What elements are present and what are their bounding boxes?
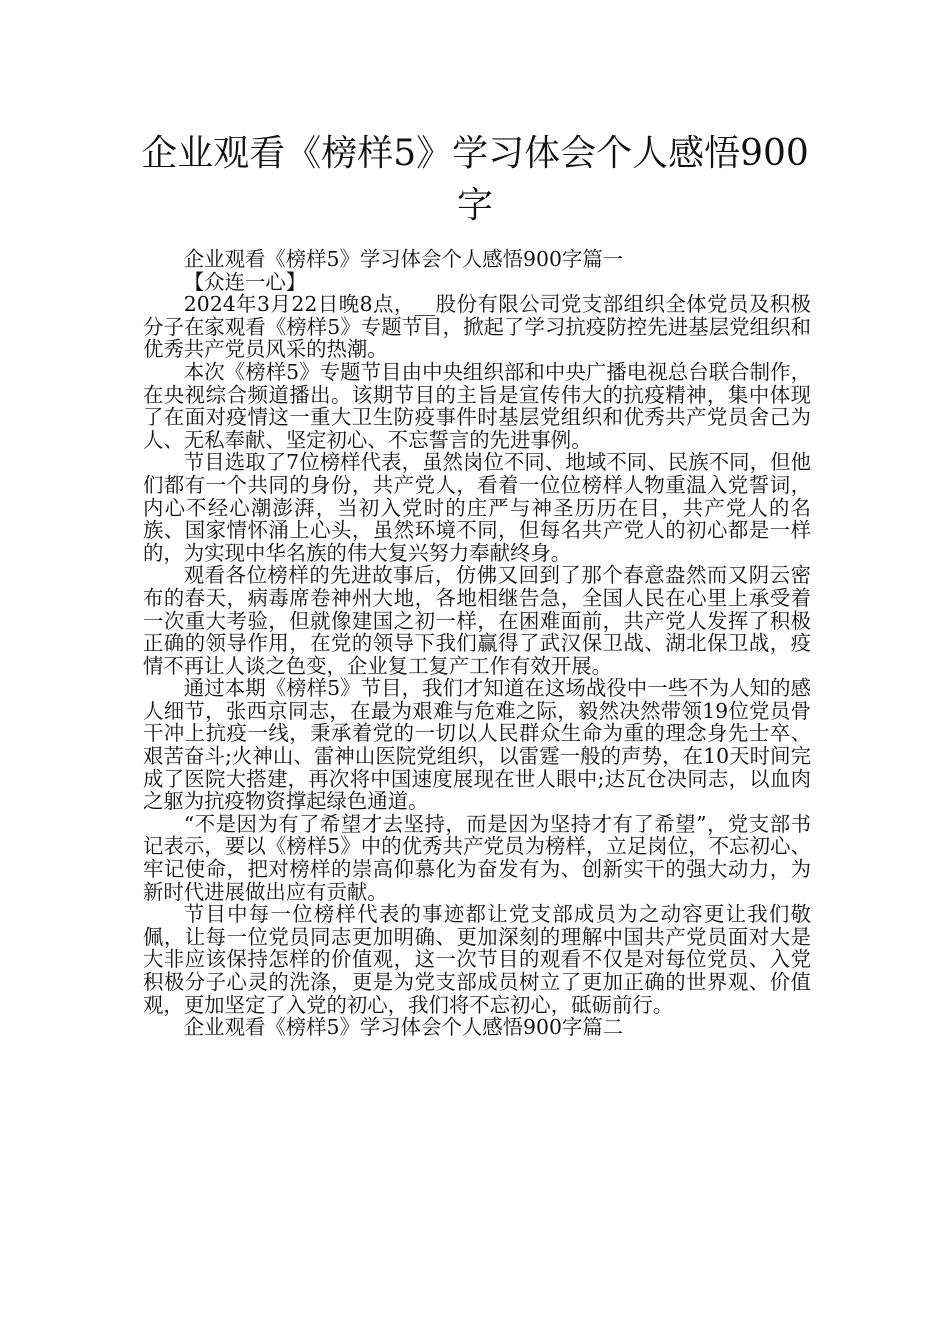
- paragraph-5: 通过本期《榜样5》节目，我们才知道在这场战役中一些不为人知的感人细节，张西京同志，在最为艰难与危难之际，毅然决然带领19位党员骨干冲上抗疫一线，秉承着党的一切以人民群众生命为重的理念身先士卒、艰苦奋斗;火神山、雷神山医院党组织，以雷霆一般的声势，在10天时间完成了医院大搭建，再次将中国速度展现在世人眼中;达瓦仓决同志，以血肉之躯为抗疫物资撑起绿色通道。: [143, 676, 811, 814]
- document-title: 企业观看《榜样5》学习体会个人感悟900字: [141, 133, 809, 226]
- section-tag: 【众连一心】: [183, 269, 307, 294]
- paragraph-3: 节目选取了7位榜样代表，虽然岗位不同、地域不同、民族不同，但他们都有一个共同的身份，共产党人，看着一位位榜样人物重温入党誓词，内心不经心潮澎湃，当初入党时的庄严与神圣历历在目，共产党人的名族、国家情怀涌上心头，虽然环境不同，但每名共产党人的初心都是一样的，为实现中华名族的伟大复兴努力奉献终身。: [143, 450, 811, 565]
- section-heading-one: 企业观看《榜样5》学习体会个人感悟900字篇一: [183, 247, 624, 271]
- paragraph-7: 节目中每一位榜样代表的事迹都让党支部成员为之动容更让我们敬佩，让每一位党员同志更加明确、更加深刻的理解中国共产党员面对大是大非应该保持怎样的价值观，这一次节目的观看不仅是对每位党员、入党积极分子心灵的洗涤，更是为党支部成员树立了更加正确的世界观、价值观，更加坚定了入党的初心，我们将不忘初心，砥砺前行。: [143, 902, 811, 1017]
- document-body: [143, 248, 811, 1039]
- paragraph-1: 2024年3月22日晚8点，__股份有限公司党支部组织全体党员及积极分子在家观看《榜样5》专题节目，掀起了学习抗疫防控先进基层党组织和优秀共产党员风采的热潮。: [143, 292, 811, 362]
- section-heading-two: 企业观看《榜样5》学习体会个人感悟900字篇二: [183, 1015, 624, 1040]
- paragraph-2: 本次《榜样5》专题节目由中央组织部和中央广播电视总台联合制作，在央视综合频道播出。该期节目的主旨是宣传伟大的抗疫精神，集中体现了在面对疫情这一重大卫生防疫事件时基层党组织和优秀共产党员舍己为人、无私奉献、坚定初心、不忘誓言的先进事例。: [143, 359, 811, 452]
- paragraph-6: “不是因为有了希望才去坚持，而是因为坚持才有了希望”，党支部书记表示，要以《榜样5》中的优秀共产党员为榜样，立足岗位，不忘初心、牢记使命，把对榜样的崇高仰慕化为奋发有为、创新实干的强大动力，为新时代进展做出应有贡献。: [143, 811, 811, 904]
- paragraph-4: 观看各位榜样的先进故事后，仿佛又回到了那个春意盎然而又阴云密布的春天，病毒席卷神州大地，各地相继告急，全国人民在心里上承受着一次重大考验，但就像建国之初一样，在困难面前，共产党人发挥了积极正确的领导作用，在党的领导下我们赢得了武汉保卫战、湖北保卫战，疫情不再让人谈之色变，企业复工复产工作有效开展。: [143, 563, 811, 678]
